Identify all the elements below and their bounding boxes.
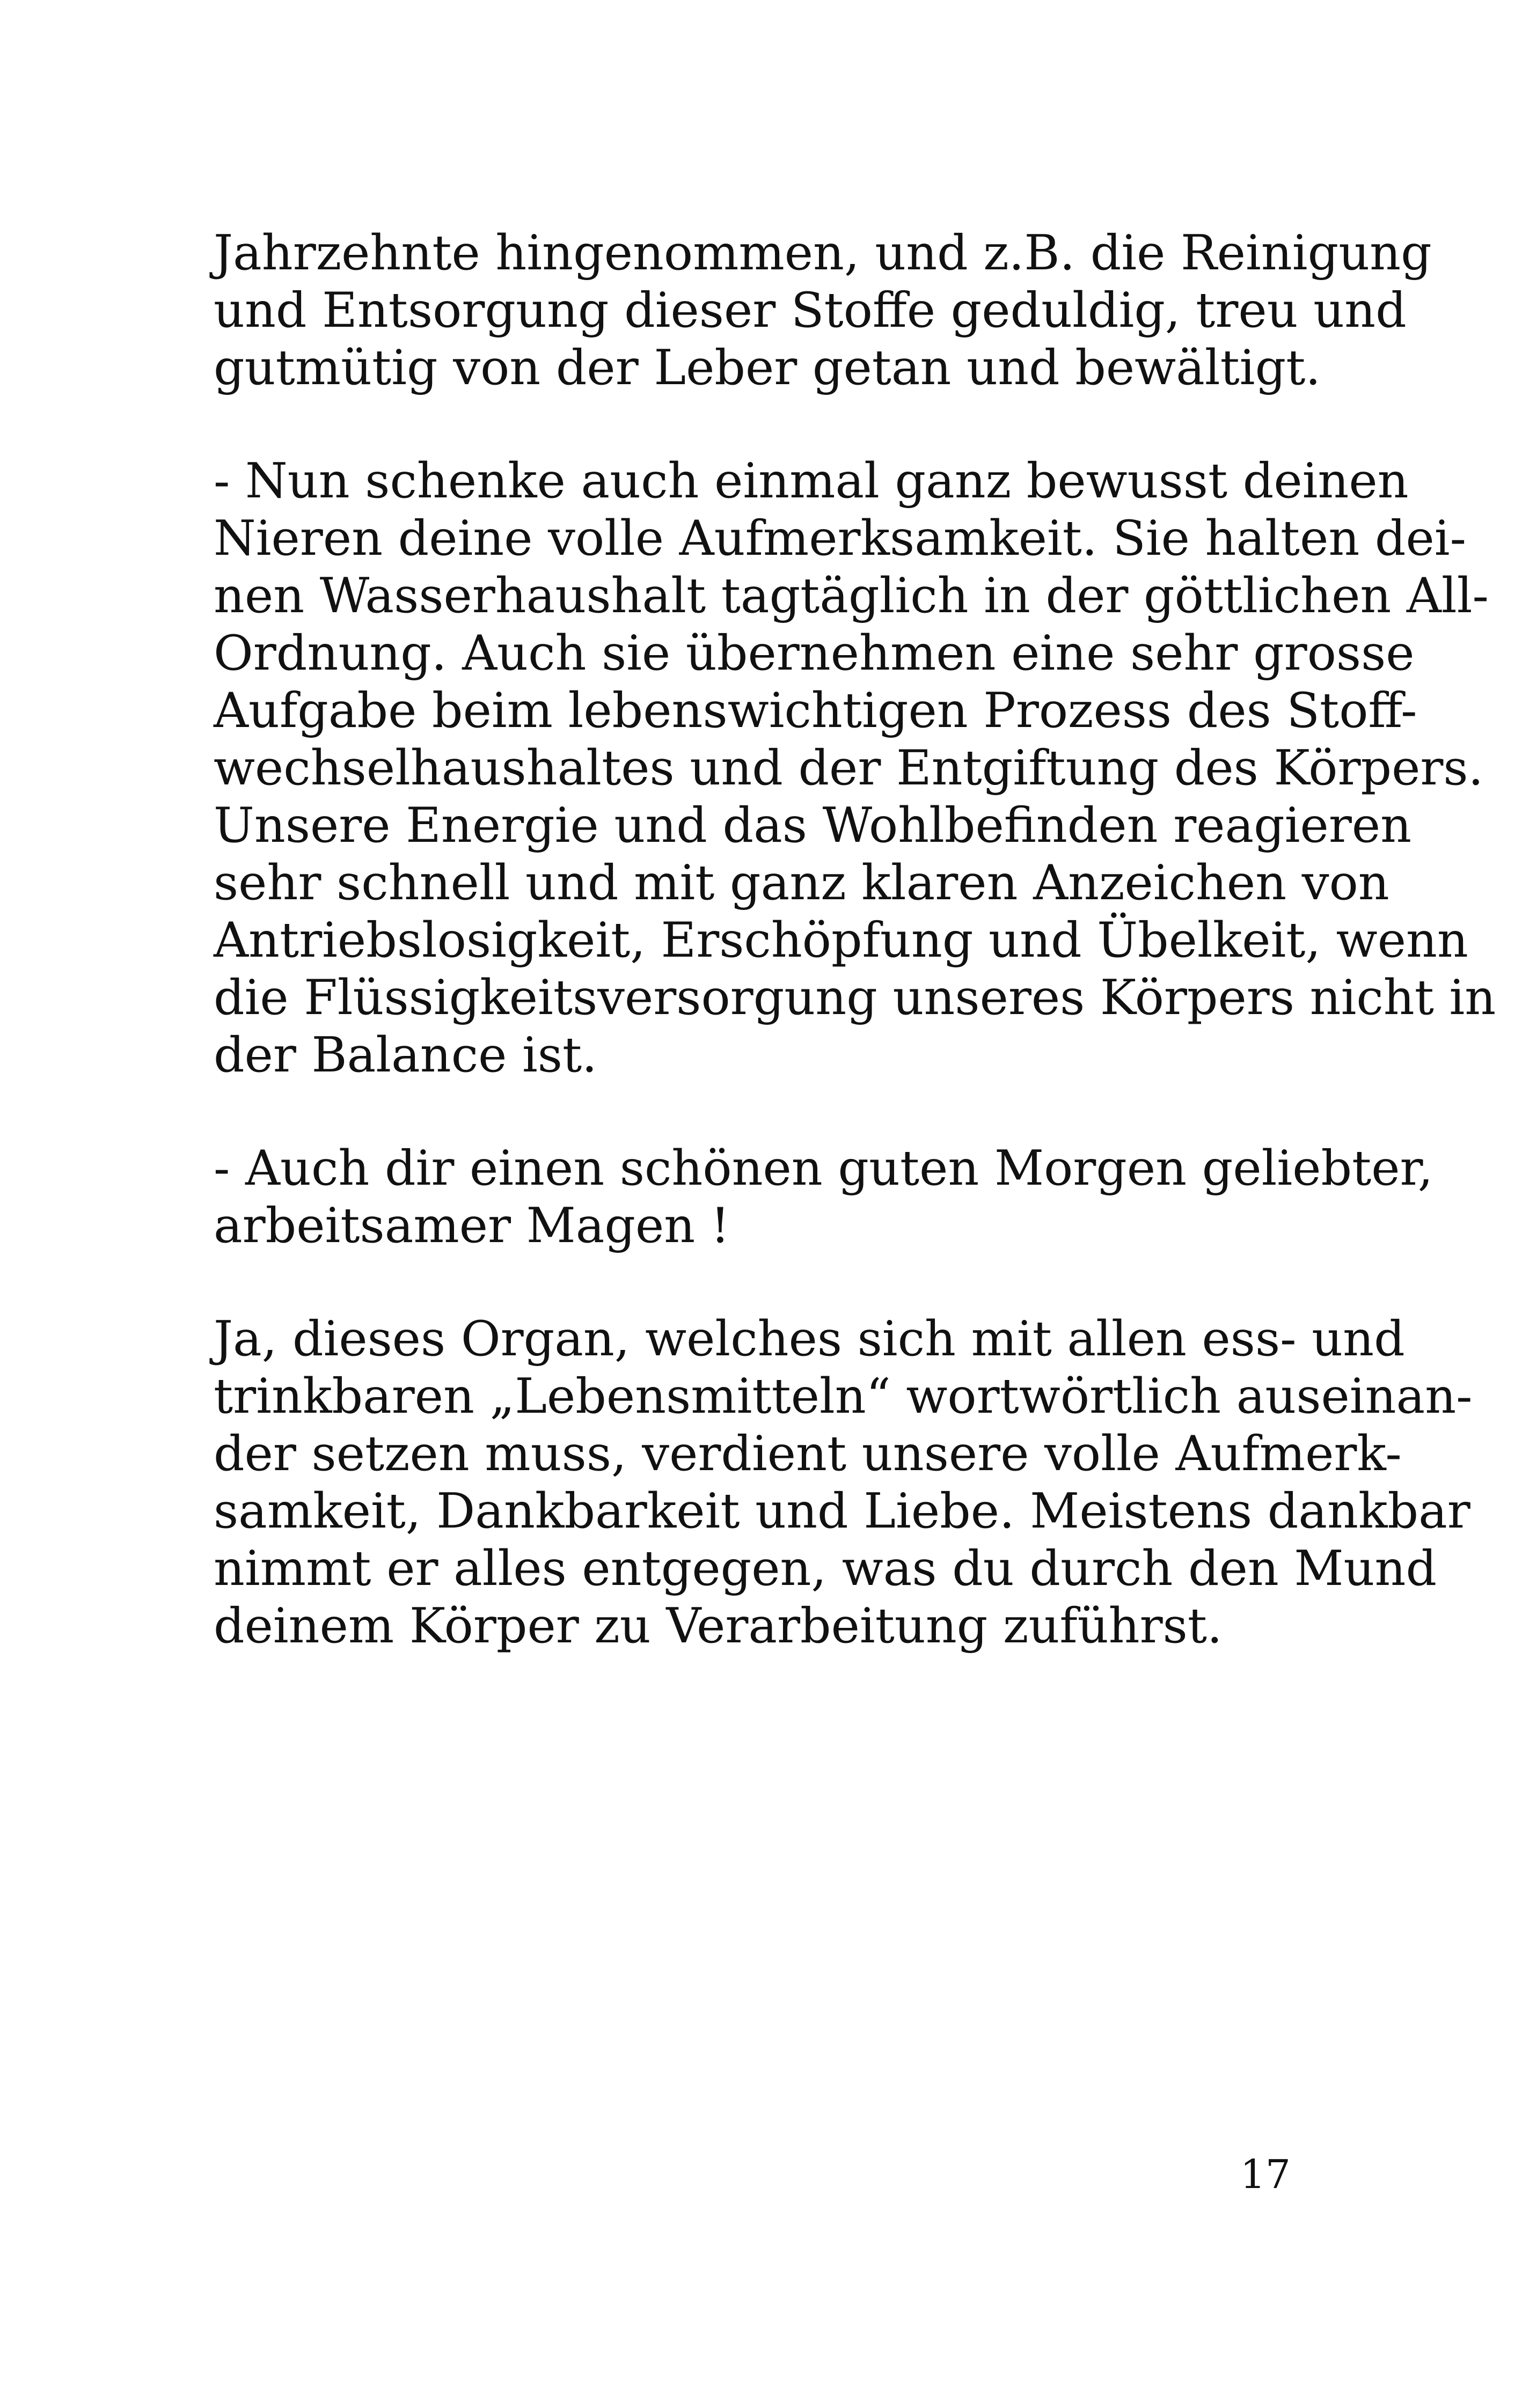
paragraph-kidneys [214, 452, 1496, 1084]
text-line: Jahrzehnte hingenommen, und z.B. die Reinigung [214, 225, 1432, 281]
paragraph-stomach-description [214, 1310, 1473, 1655]
text-line: - Auch dir einen schönen guten Morgen geliebter, [214, 1140, 1433, 1196]
text-line: arbeitsamer Magen ! [214, 1198, 730, 1254]
page-number: 17 [1240, 2152, 1291, 2198]
text-line: der Balance ist. [214, 1027, 597, 1083]
text-line: Unsere Energie und das Wohlbefinden reagieren [214, 797, 1412, 854]
text-line: wechselhaushaltes und der Entgiftung des Körpers. [214, 740, 1484, 796]
paragraph-stomach-greeting [214, 1140, 1433, 1254]
text-line: Ja, dieses Organ, welches sich mit allen ess- und [214, 1311, 1405, 1367]
paragraph-liver-conclusion [214, 224, 1432, 397]
text-line: Nieren deine volle Aufmerksamkeit. Sie halten dei- [214, 510, 1466, 567]
text-line: Aufgabe beim lebenswichtigen Prozess des Stoff- [214, 682, 1417, 739]
text-line: trinkbaren „Lebensmitteln“ wortwörtlich auseinan- [214, 1368, 1473, 1425]
text-line: sehr schnell und mit ganz klaren Anzeichen von [214, 855, 1389, 911]
body-text [214, 224, 1496, 1710]
text-line: Ordnung. Auch sie übernehmen eine sehr grosse [214, 625, 1415, 681]
text-line: gutmütig von der Leber getan und bewältigt. [214, 340, 1321, 396]
text-line: - Nun schenke auch einmal ganz bewusst deinen [214, 453, 1409, 509]
text-line: nimmt er alles entgegen, was du durch den Mund [214, 1540, 1437, 1597]
text-line: nen Wasserhaushalt tagtäglich in der göttlichen All- [214, 568, 1489, 624]
text-line: samkeit, Dankbarkeit und Liebe. Meistens dankbar [214, 1483, 1470, 1539]
text-line: deinem Körper zu Verarbeitung zuführst. [214, 1598, 1223, 1654]
text-line: der setzen muss, verdient unsere volle Aufmerk- [214, 1426, 1402, 1482]
text-line: die Flüssigkeitsversorgung unseres Körpers nicht in [214, 970, 1496, 1026]
text-line: Antriebslosigkeit, Erschöpfung und Übelkeit, wenn [214, 912, 1468, 968]
text-line: und Entsorgung dieser Stoffe geduldig, treu und [214, 282, 1407, 339]
